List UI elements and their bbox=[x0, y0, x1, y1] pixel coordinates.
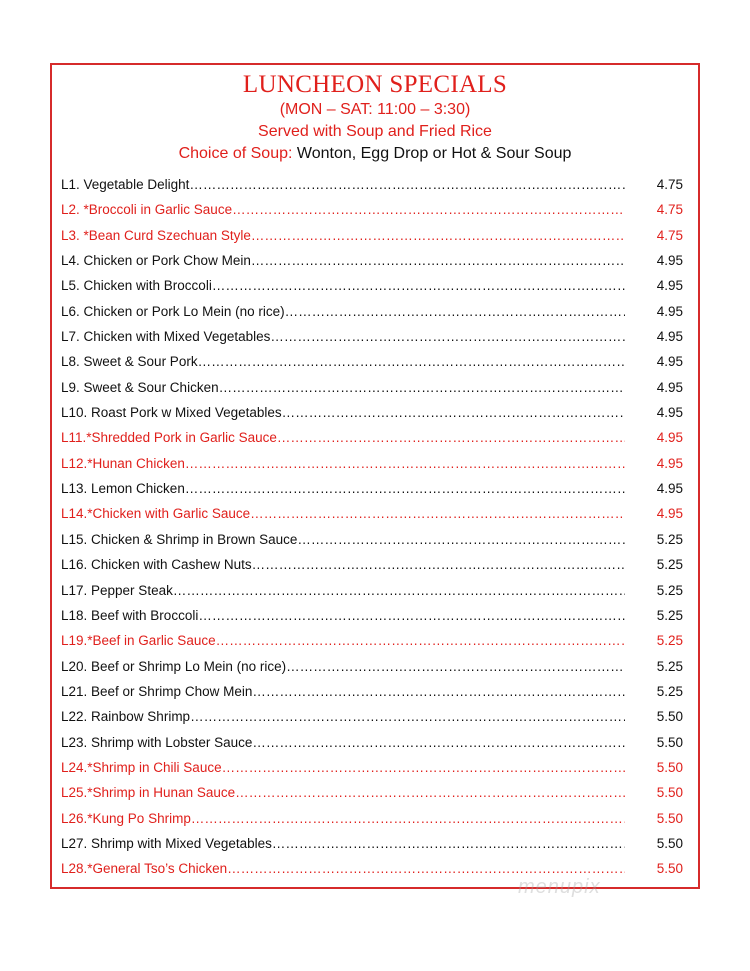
menu-item-price: 4.95 bbox=[656, 455, 683, 471]
menu-item-price: 4.75 bbox=[656, 227, 683, 243]
menu-item-row bbox=[61, 532, 683, 557]
menu-item-name: L16. Chicken with Cashew Nuts bbox=[61, 557, 252, 573]
menu-item-name: L21. Beef or Shrimp Chow Mein bbox=[61, 683, 253, 699]
dot-leader bbox=[189, 177, 625, 192]
menu-item-name: L9. Sweet & Sour Chicken bbox=[61, 379, 219, 395]
dot-leader bbox=[191, 811, 625, 826]
menu-item-name: L5. Chicken with Broccoli bbox=[61, 278, 212, 294]
menu-item-row bbox=[61, 811, 683, 836]
dot-leader bbox=[285, 304, 625, 319]
menu-item-row bbox=[61, 430, 683, 455]
menu-item-price: 4.95 bbox=[656, 405, 683, 421]
menu-item-price: 5.25 bbox=[656, 531, 683, 547]
menu-item-name: L11.*Shredded Pork in Garlic Sauce bbox=[61, 430, 277, 446]
menu-item-price: 4.75 bbox=[656, 202, 683, 218]
menu-item-name: L6. Chicken or Pork Lo Mein (no rice) bbox=[61, 303, 285, 319]
dot-leader bbox=[235, 785, 625, 800]
menu-item-name: L22. Rainbow Shrimp bbox=[61, 709, 191, 725]
menu-item-row bbox=[61, 304, 683, 329]
menu-item-price: 4.95 bbox=[656, 430, 683, 446]
page-title: LUNCHEON SPECIALS bbox=[242, 71, 508, 98]
menu-item-price: 4.95 bbox=[656, 329, 683, 345]
menu-item-price: 5.25 bbox=[656, 607, 683, 623]
dot-leader bbox=[185, 456, 625, 471]
menu-item-row bbox=[61, 456, 683, 481]
menu-item-name: L1. Vegetable Delight bbox=[61, 177, 190, 192]
menu-item-price: 4.95 bbox=[656, 481, 683, 497]
dot-leader bbox=[252, 684, 625, 699]
menu-item-row bbox=[61, 405, 683, 430]
menu-item-row bbox=[61, 329, 683, 354]
menu-item-row bbox=[61, 278, 683, 303]
menu-item-name: L18. Beef with Broccoli bbox=[61, 607, 199, 623]
menu-item-name: L15. Chicken & Shrimp in Brown Sauce bbox=[61, 531, 298, 547]
menu-item-price: 5.50 bbox=[656, 835, 683, 851]
dot-leader bbox=[277, 430, 625, 445]
menu-item-row bbox=[61, 785, 683, 810]
menu-item-price: 5.50 bbox=[656, 734, 683, 750]
menu-item-name: L28.*General Tso’s Chicken bbox=[61, 861, 228, 877]
menu-item-row bbox=[61, 380, 683, 405]
dot-leader bbox=[190, 709, 625, 724]
menu-item-name: L25.*Shrimp in Hunan Sauce bbox=[61, 785, 236, 801]
menu-item-name: L4. Chicken or Pork Chow Mein bbox=[61, 253, 251, 269]
menu-item-name: L8. Sweet & Sour Pork bbox=[61, 354, 198, 370]
dot-leader bbox=[198, 354, 625, 369]
hours-line: (MON – SAT: 11:00 – 3:30) bbox=[279, 101, 471, 118]
menu-item-price: 5.25 bbox=[656, 582, 683, 598]
dot-leader bbox=[227, 861, 625, 876]
menu-item-row bbox=[61, 836, 683, 861]
menu-item-name: L27. Shrimp with Mixed Vegetables bbox=[61, 835, 272, 851]
dot-leader bbox=[185, 481, 625, 496]
menu-item-row bbox=[61, 354, 683, 379]
menu-item-name: L23. Shrimp with Lobster Sauce bbox=[61, 734, 253, 750]
menu-item-price: 5.50 bbox=[656, 785, 683, 801]
menu-item-row bbox=[61, 506, 683, 531]
dot-leader bbox=[222, 760, 625, 775]
dot-leader bbox=[270, 329, 625, 344]
soup-choice-line bbox=[52, 143, 698, 165]
menu-item-name: L20. Beef or Shrimp Lo Mein (no rice) bbox=[61, 658, 287, 674]
menu-item-price: 4.95 bbox=[656, 379, 683, 395]
menu-item-price: 5.50 bbox=[656, 709, 683, 725]
menu-item-price: 4.95 bbox=[656, 303, 683, 319]
soup-choice-label: Choice of Soup: bbox=[178, 145, 293, 162]
dot-leader bbox=[251, 253, 625, 268]
dot-leader bbox=[297, 532, 625, 547]
menu-item-row bbox=[61, 633, 683, 658]
menu-item-price: 4.95 bbox=[656, 354, 683, 370]
menu-item-row bbox=[61, 228, 683, 253]
menu-item-price: 5.25 bbox=[656, 658, 683, 674]
watermark-logo: menupix bbox=[518, 876, 601, 898]
menu-item-price: 5.50 bbox=[656, 759, 683, 775]
dot-leader bbox=[216, 633, 625, 648]
menu-item-price: 5.25 bbox=[656, 633, 683, 649]
dot-leader bbox=[286, 659, 625, 674]
dot-leader bbox=[212, 278, 625, 293]
menu-item-row bbox=[61, 709, 683, 734]
menu-item-row bbox=[61, 557, 683, 582]
menu-item-price: 5.50 bbox=[656, 861, 683, 877]
menu-item-price: 5.25 bbox=[656, 557, 683, 573]
menu-item-price: 4.95 bbox=[656, 278, 683, 294]
menu-item-name: L13. Lemon Chicken bbox=[61, 481, 185, 497]
menu-item-name: L17. Pepper Steak bbox=[61, 582, 173, 598]
menu-item-row bbox=[61, 202, 683, 227]
menu-item-name: L7. Chicken with Mixed Vegetables bbox=[61, 329, 271, 345]
menu-item-row bbox=[61, 735, 683, 760]
menu-item-name: L2. *Broccoli in Garlic Sauce bbox=[61, 202, 233, 218]
dot-leader bbox=[272, 836, 625, 851]
menu-item-name: L12.*Hunan Chicken bbox=[61, 455, 185, 471]
menu-item-name: L3. *Bean Curd Szechuan Style bbox=[61, 227, 251, 243]
soup-choice-options: Wonton, Egg Drop or Hot & Sour Soup bbox=[292, 145, 572, 162]
dot-leader bbox=[173, 583, 625, 598]
menu-item-price: 5.25 bbox=[656, 683, 683, 699]
menu-item-row bbox=[61, 659, 683, 684]
served-with-line: Served with Soup and Fried Rice bbox=[258, 123, 492, 140]
menu-item-row bbox=[61, 481, 683, 506]
menu-list bbox=[61, 177, 683, 887]
menu-item-row bbox=[61, 760, 683, 785]
menu-item-row bbox=[61, 684, 683, 709]
dot-leader bbox=[251, 228, 625, 243]
menu-item-price: 5.50 bbox=[656, 810, 683, 826]
dot-leader bbox=[232, 202, 625, 217]
dot-leader bbox=[282, 405, 625, 420]
menu-item-price: 4.95 bbox=[656, 506, 683, 522]
menu-item-row bbox=[61, 253, 683, 278]
menu-item-name: L24.*Shrimp in Chili Sauce bbox=[61, 759, 222, 775]
dot-leader bbox=[198, 608, 625, 623]
menu-item-price: 4.75 bbox=[656, 177, 683, 192]
menu-item-name: L19.*Beef in Garlic Sauce bbox=[61, 633, 216, 649]
menu-item-row bbox=[61, 583, 683, 608]
menu-item-price: 4.95 bbox=[656, 253, 683, 269]
menu-item-row bbox=[61, 177, 683, 202]
menu-item-row bbox=[61, 608, 683, 633]
menu-item-name: L26.*Kung Po Shrimp bbox=[61, 810, 191, 826]
dot-leader bbox=[219, 380, 625, 395]
menu-frame bbox=[50, 63, 700, 889]
menu-item-name: L14.*Chicken with Garlic Sauce bbox=[61, 506, 251, 522]
menu-item-name: L10. Roast Pork w Mixed Vegetables bbox=[61, 405, 282, 421]
dot-leader bbox=[252, 735, 625, 750]
dot-leader bbox=[252, 557, 625, 572]
menu-header bbox=[52, 70, 698, 165]
dot-leader bbox=[250, 506, 625, 521]
